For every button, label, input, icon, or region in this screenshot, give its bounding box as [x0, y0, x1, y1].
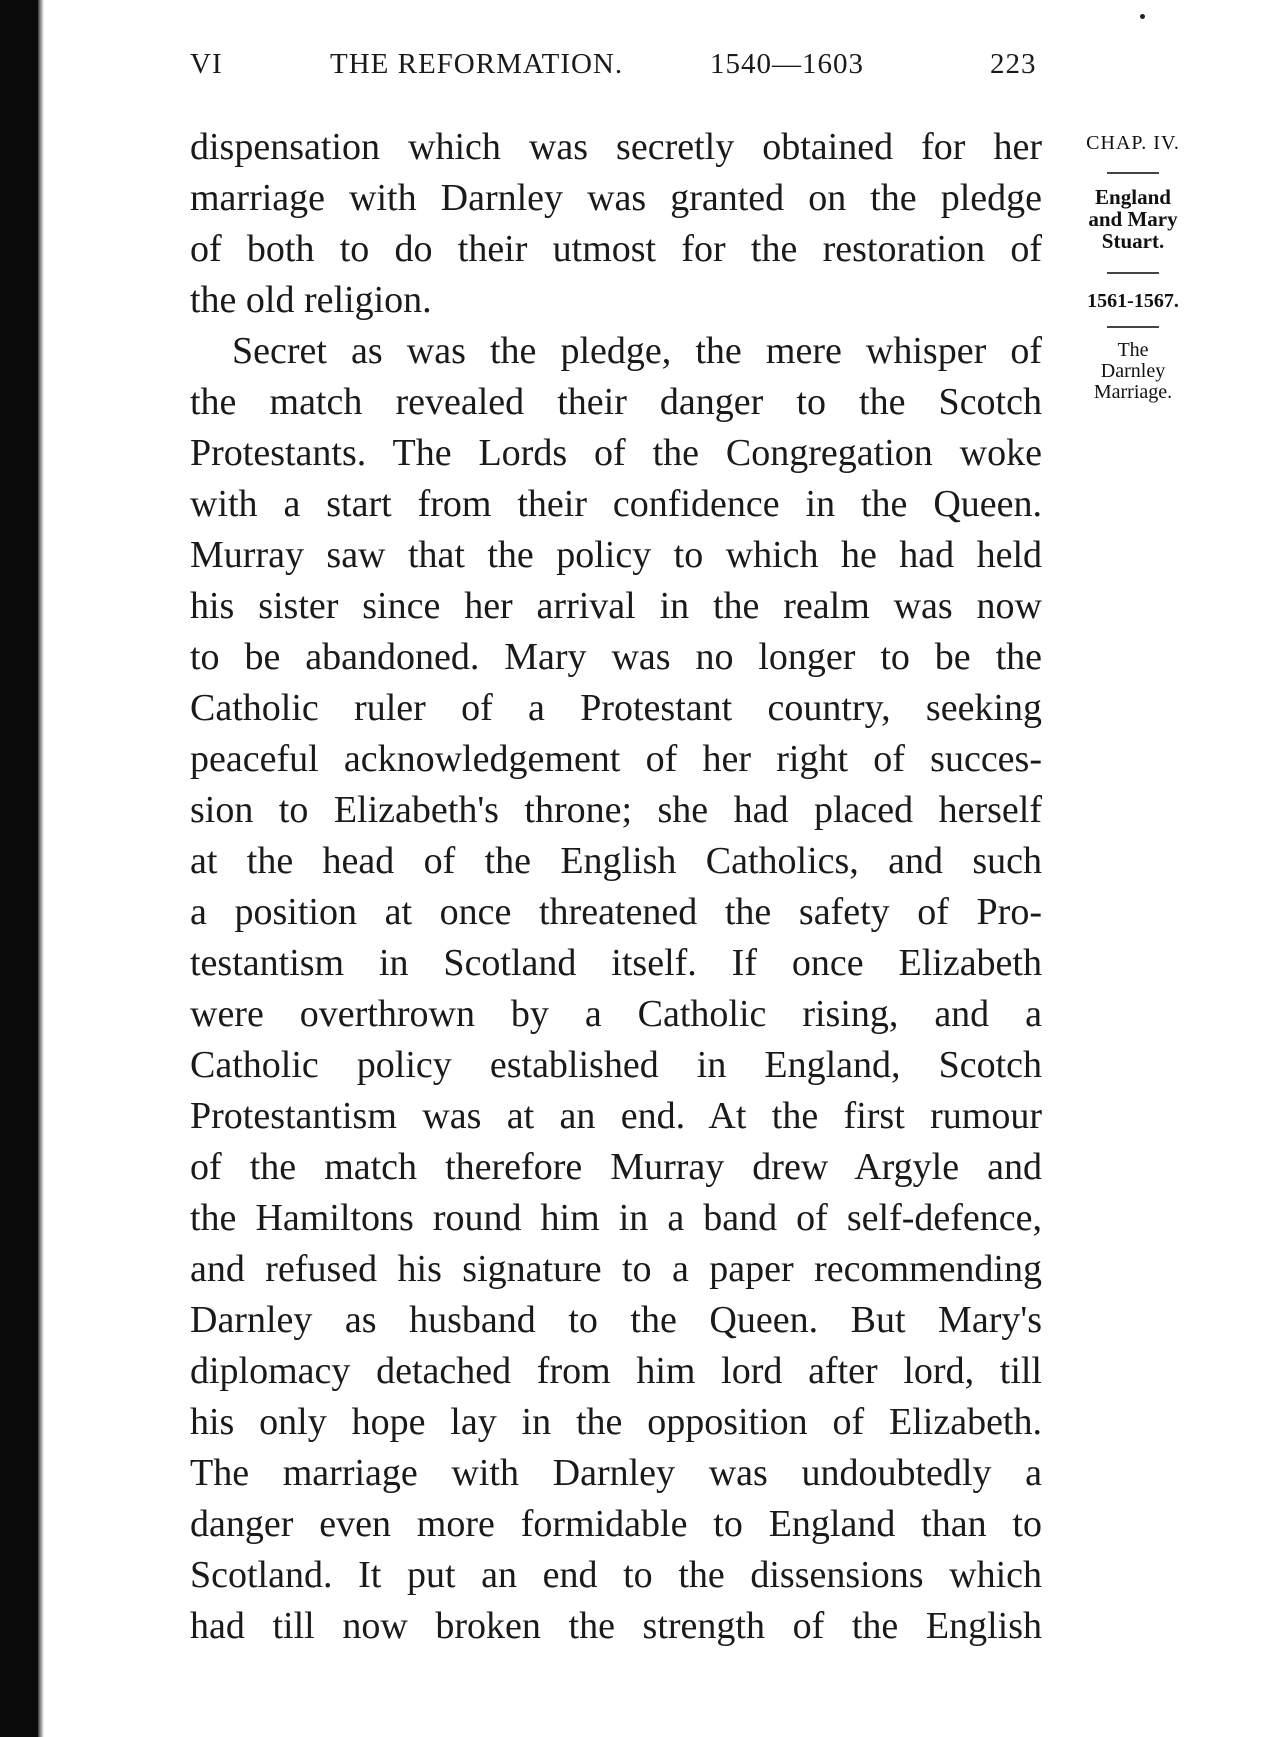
margin-topic-line: Darnley — [1100, 360, 1166, 382]
text-line: Darnley as husband to the Queen. But Mary's — [190, 1299, 1042, 1341]
text-line: at the head of the English Catholics, and such — [190, 840, 1042, 882]
margin-dates: 1561-1567. — [1087, 290, 1179, 312]
text-line: of both to do their utmost for the restoration of — [190, 228, 1042, 270]
margin-topic-line: Stuart. — [1101, 229, 1165, 253]
margin-topic-line: and Mary — [1088, 207, 1178, 231]
text-line: of the match therefore Murray drew Argyle and — [190, 1146, 1042, 1188]
margin-topic-darnley-marriage — [1058, 340, 1208, 403]
margin-topic-line: The — [1117, 339, 1149, 361]
running-head-chapter: VI — [190, 48, 223, 80]
text-line: the match revealed their danger to the Scotch — [190, 381, 1042, 423]
text-line: Murray saw that the policy to which he had held — [190, 534, 1042, 576]
scan-edge-shadow — [0, 0, 38, 1737]
text-line: with a start from their confidence in the Queen. — [190, 483, 1042, 525]
margin-rule — [1107, 172, 1159, 174]
text-line: the Hamiltons round him in a band of self-defence, — [190, 1197, 1042, 1239]
text-line: Protestants. The Lords of the Congregation woke — [190, 432, 1042, 474]
text-line: and refused his signature to a paper recommending — [190, 1248, 1042, 1290]
text-line: peaceful acknowledgement of her right of succes- — [190, 738, 1042, 780]
text-line: had till now broken the strength of the English — [190, 1605, 1042, 1647]
text-line: to be abandoned. Mary was no longer to be the — [190, 636, 1042, 678]
text-line: dispensation which was secretly obtained for her — [190, 126, 1042, 168]
text-line: sion to Elizabeth's throne; she had placed herself — [190, 789, 1042, 831]
body-text — [190, 122, 1042, 1652]
running-head-dates: 1540—1603 — [710, 48, 864, 80]
running-head-title: THE REFORMATION. — [330, 48, 624, 80]
text-line: a position at once threatened the safety of Pro- — [190, 891, 1042, 933]
text-line: Scotland. It put an end to the dissensions which — [190, 1554, 1042, 1596]
text-line: his only hope lay in the opposition of Elizabeth. — [190, 1401, 1042, 1443]
text-line: diplomacy detached from him lord after lord, till — [190, 1350, 1042, 1392]
text-line: testantism in Scotland itself. If once Elizabeth — [190, 942, 1042, 984]
margin-chapter: CHAP. IV. — [1086, 132, 1180, 154]
text-line: marriage with Darnley was granted on the pledge — [190, 177, 1042, 219]
margin-topic-england-mary — [1058, 186, 1208, 252]
running-head — [190, 48, 1042, 88]
text-line: Catholic policy established in England, Scotch — [190, 1044, 1042, 1086]
text-line: Secret as was the pledge, the mere whisper of — [232, 330, 1042, 372]
scan-speck — [1140, 14, 1145, 19]
text-line: danger even more formidable to England than to — [190, 1503, 1042, 1545]
text-line: Catholic ruler of a Protestant country, seeking — [190, 687, 1042, 729]
text-line: Protestantism was at an end. At the first rumour — [190, 1095, 1042, 1137]
text-line: the old religion. — [190, 279, 432, 321]
margin-topic-line: Marriage. — [1093, 381, 1173, 403]
text-line: his sister since her arrival in the realm was now — [190, 585, 1042, 627]
margin-rule — [1107, 326, 1159, 328]
margin-topic-line: England — [1095, 185, 1171, 209]
text-line: were overthrown by a Catholic rising, and a — [190, 993, 1042, 1035]
text-line: The marriage with Darnley was undoubtedly a — [190, 1452, 1042, 1494]
margin-rule — [1107, 272, 1159, 274]
page-number: 223 — [990, 48, 1037, 80]
